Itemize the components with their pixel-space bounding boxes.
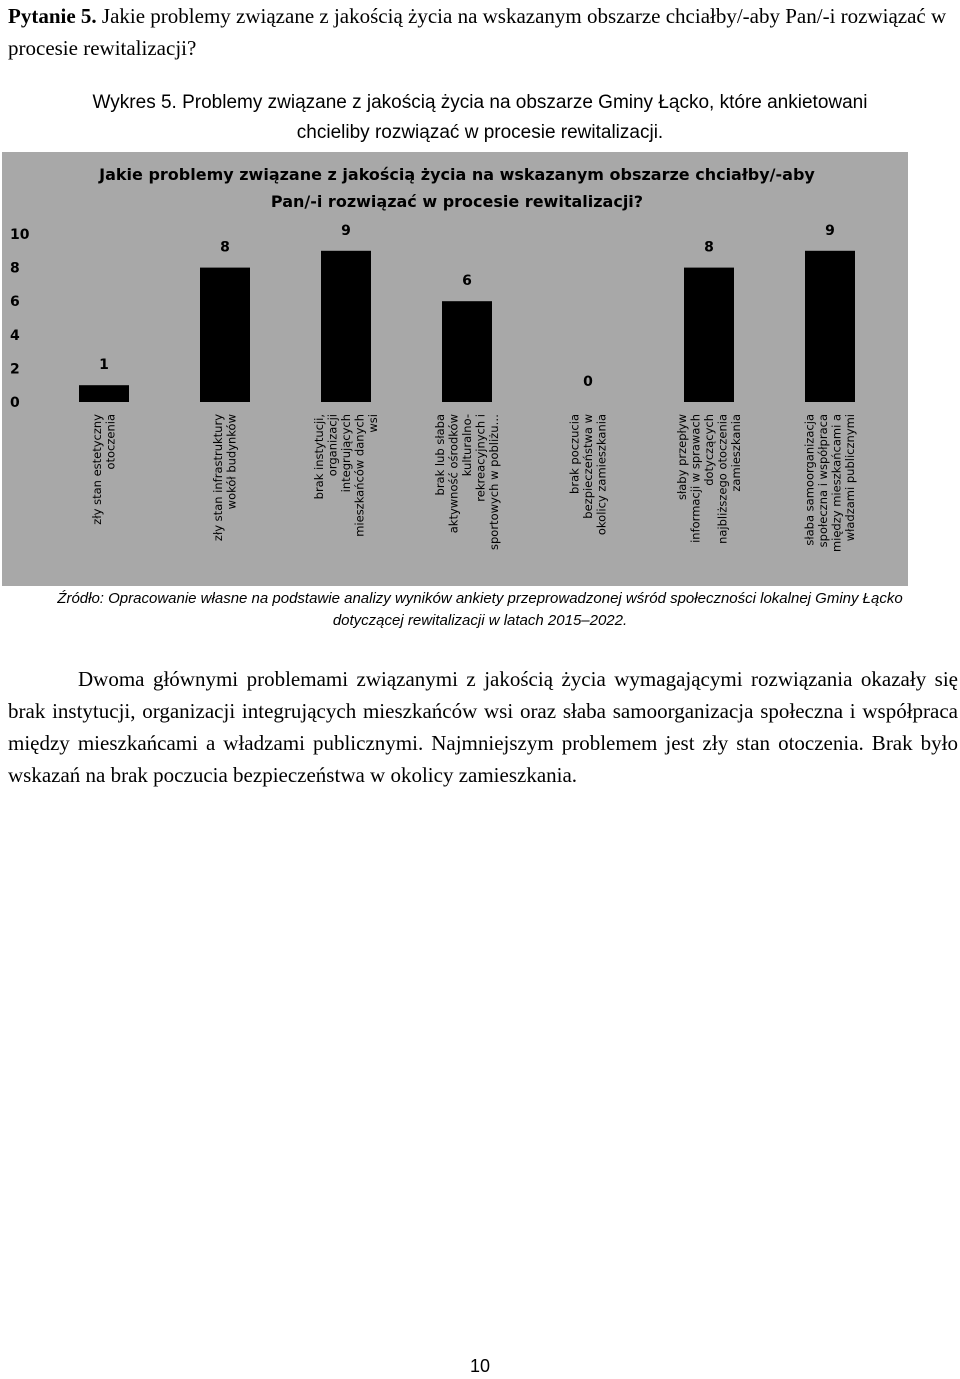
data-label-4: 6: [462, 273, 472, 290]
bar-chart: [2, 152, 908, 586]
category-label-line: zły stan infrastruktury: [211, 414, 226, 542]
source-note: Źródło: Opracowanie własne na podstawie analizy wyników ankiety przeprowadzonej wśród społeczności lokalnej Gminy Łącko dotyczącej rewitalizacji w latach 2015–2022.: [57, 590, 903, 629]
data-label-6: 8: [704, 239, 714, 256]
category-label-line: informacji w sprawach: [688, 414, 703, 543]
category-label-line: okolicy zamieszkania: [594, 414, 609, 536]
category-label-line: między mieszkańcami a: [829, 414, 844, 553]
category-label-2: [211, 414, 239, 541]
data-label-2: 8: [220, 239, 230, 256]
category-label-line: zły stan estetyczny: [90, 414, 105, 525]
category-label-line: wsi: [365, 414, 380, 433]
bar-2: [200, 268, 250, 402]
y-tick-label: 10: [10, 227, 30, 243]
category-label-line: brak poczucia: [567, 414, 582, 494]
question-label: Pytanie 5.: [8, 4, 97, 28]
body-paragraph: Dwoma głównymi problemami związanymi z jakością życia wymagającymi rozwiązania okazały się brak instytucji, organizacji integrujących mieszkańców wsi oraz słaba samoorganizacja społeczna i współpraca między mieszkańcami a władzami publicznymi. Najmniejszym problemem jest zły stan otoczenia. Brak było wskazań na brak poczucia bezpieczeństwa w okolicy zamieszkania.: [8, 667, 958, 787]
category-label-line: brak lub słaba: [432, 414, 447, 496]
category-label-4: [433, 414, 501, 550]
category-label-line: rekreacyjnych i: [473, 414, 488, 502]
category-label-line: wokół budynków: [224, 414, 239, 510]
category-label-line: dotyczących: [701, 414, 716, 486]
figure-caption: [40, 88, 920, 148]
category-label-7: [803, 414, 858, 552]
question-heading: [8, 0, 958, 64]
y-tick-label: 2: [10, 361, 20, 378]
category-label-line: kulturalno-: [459, 414, 474, 477]
page-number: 10: [469, 1356, 491, 1376]
data-label-7: 9: [825, 222, 835, 239]
data-label-1: 1: [99, 357, 109, 374]
category-label-line: słaby przepływ: [674, 414, 689, 500]
chart-title-line-2: Pan/-i rozwiązać w procesie rewitalizacji?: [270, 192, 644, 211]
category-label-6: [675, 414, 743, 544]
category-label-line: mieszkańców danych: [352, 414, 367, 537]
data-label-3: 9: [341, 222, 351, 239]
data-label-5: 0: [583, 374, 593, 390]
category-label-line: władzami publicznymi: [843, 414, 858, 542]
category-label-line: brak instytucji,: [311, 414, 326, 500]
category-label-line: integrujących: [338, 414, 353, 493]
category-label-1: [90, 414, 118, 525]
chart-container: [2, 152, 908, 586]
category-label-line: zamieszkania: [728, 414, 743, 492]
y-tick-label: 6: [10, 294, 20, 311]
category-label-line: aktywność ośrodków: [446, 414, 461, 534]
y-tick-label: 4: [10, 327, 20, 344]
category-label-line: słaba samoorganizacja: [802, 414, 817, 546]
bar-1: [79, 385, 129, 402]
question-text: Jakie problemy związane z jakością życia na wskazanym obszarze chciałby/-aby Pan/-i rozwiązać w procesie rewitalizacji?: [8, 4, 947, 60]
category-label-line: bezpieczeństwa w: [580, 414, 595, 519]
figure-caption-line2: chcieliby rozwiązać w procesie rewitalizacji.: [296, 122, 664, 143]
category-label-line: społeczna i współpraca: [816, 414, 831, 548]
y-tick-label: 0: [10, 395, 20, 411]
category-label-line: sportowych w pobliżu…: [486, 414, 501, 550]
chart-title-line-1: Jakie problemy związane z jakością życia na wskazanym obszarze chciałby/-aby: [99, 165, 815, 184]
category-label-line: otoczenia: [103, 414, 118, 470]
bar-6: [684, 268, 734, 402]
figure-caption-line1: Wykres 5. Problemy związane z jakością życia na obszarze Gminy Łącko, które ankietowani: [92, 92, 868, 113]
category-label-line: najbliższego otoczenia: [715, 414, 730, 544]
category-label-3: [312, 414, 380, 537]
bar-4: [442, 301, 492, 402]
y-tick-label: 8: [10, 260, 20, 277]
category-label-line: organizacji: [325, 414, 340, 477]
bar-3: [321, 251, 371, 402]
category-label-5: [567, 414, 608, 535]
bar-7: [805, 251, 855, 402]
